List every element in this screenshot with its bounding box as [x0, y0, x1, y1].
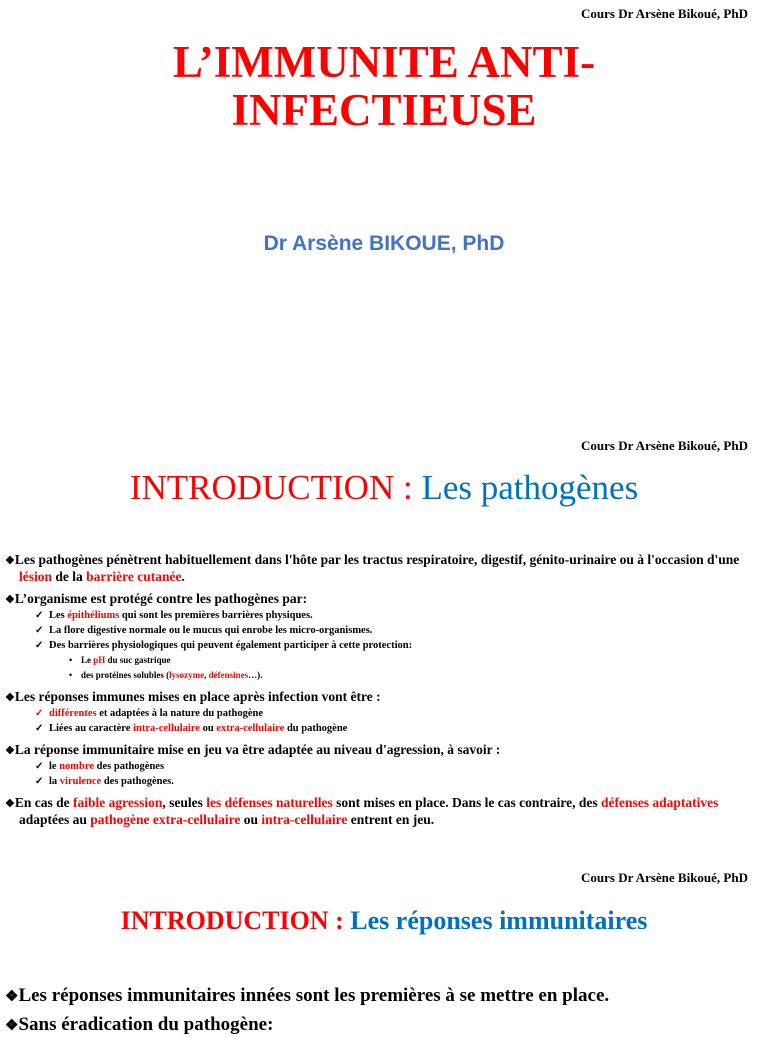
bullet-no-eradication: ❖ Sans éradication du pathogène: — [5, 1013, 758, 1038]
sub-bullet-epithelia: ✓ Les épithéliums qui sont les premières barrières physiques. — [35, 610, 313, 621]
section-title — [0, 906, 768, 936]
sub-bullet-different: ✓ différentes et adaptées à la nature du pathogène — [35, 708, 263, 719]
checkmark-icon: ✓ — [35, 625, 44, 636]
section-title-topic: Les réponses immunitaires — [350, 906, 648, 935]
course-credit: Cours Dr Arsène Bikoué, PhD — [581, 438, 748, 453]
bullet-aggression-level: ❖ La réponse immunitaire mise en jeu va être adaptée au niveau d'agression, à savoir : — [5, 742, 758, 759]
slide-introduction-pathogens — [0, 430, 768, 870]
sub-bullet-number: ✓ le nombre des pathogènes — [35, 761, 165, 772]
checkmark-icon: ✓ — [35, 610, 44, 621]
bullet-defenses: ❖ En cas de faible agression, seules les défenses naturelles sont mises en place. Dans le cas contraire, des défenses adaptatives adaptées au pathogène extra-cellulaire ou intra-cellulaire entrent en jeu. — [5, 795, 758, 828]
sub-bullet-flora: ✓ La flore digestive normale ou le mucus qui enrobe les micro-organismes. — [35, 625, 373, 636]
bullet-immune-responses: ❖ Les réponses immunes mises en place après infection vont être : — [5, 689, 758, 706]
checkmark-icon: ✓ — [35, 708, 44, 719]
sub-bullet-cellular: ✓ Liées au caractère intra-cellulaire ou extra-cellulaire du pathogène — [35, 723, 348, 734]
dot-bullet-icon: • — [69, 655, 73, 665]
sub-sub-bullet-proteins: • des protéines solubles (lysozyme, défensines…). — [5, 668, 758, 683]
section-title — [0, 468, 768, 508]
sub-bullet-virulence: ✓ la virulence des pathogènes. — [35, 776, 174, 787]
main-title — [0, 38, 768, 134]
course-credit: Cours Dr Arsène Bikoué, PhD — [581, 870, 748, 885]
section-title-topic: Les pathogènes — [421, 468, 639, 507]
sub-bullet-physiological: ✓ Des barrières physiologiques qui peuvent également participer à cette protection: — [35, 640, 413, 651]
slide-introduction-responses — [0, 862, 768, 1035]
checkmark-icon: ✓ — [35, 723, 44, 734]
main-title-line1: L’IMMUNITE ANTI- — [172, 37, 596, 87]
slide-title — [0, 0, 768, 420]
course-credit: Cours Dr Arsène Bikoué, PhD — [581, 6, 748, 21]
bullet-entry-routes: ❖ Les pathogènes pénètrent habituellement dans l'hôte par les tractus respiratoire, digestif, génito-urinaire ou à l'occasion d'une lésion de la barrière cutanée. — [5, 552, 758, 585]
bullet-innate: ❖ Les réponses immunitaires innées sont les premières à se mettre en place. — [5, 984, 758, 1009]
section-title-prefix: INTRODUCTION : — [129, 468, 413, 507]
checkmark-icon: ✓ — [35, 776, 44, 787]
bullet-list — [5, 984, 758, 1038]
dot-bullet-icon: • — [69, 670, 73, 680]
sub-sub-bullet-ph: • Le pH du suc gastrique — [5, 653, 758, 668]
checkmark-icon: ✓ — [35, 761, 44, 772]
bullet-list — [5, 552, 758, 828]
main-title-line2: INFECTIEUSE — [231, 85, 537, 135]
section-title-prefix: INTRODUCTION : — [120, 906, 344, 935]
bullet-protection: ❖ L’organisme est protégé contre les pathogènes par: — [5, 591, 758, 608]
checkmark-icon: ✓ — [35, 640, 44, 651]
author-name: Dr Arsène BIKOUE, PhD — [263, 232, 505, 255]
